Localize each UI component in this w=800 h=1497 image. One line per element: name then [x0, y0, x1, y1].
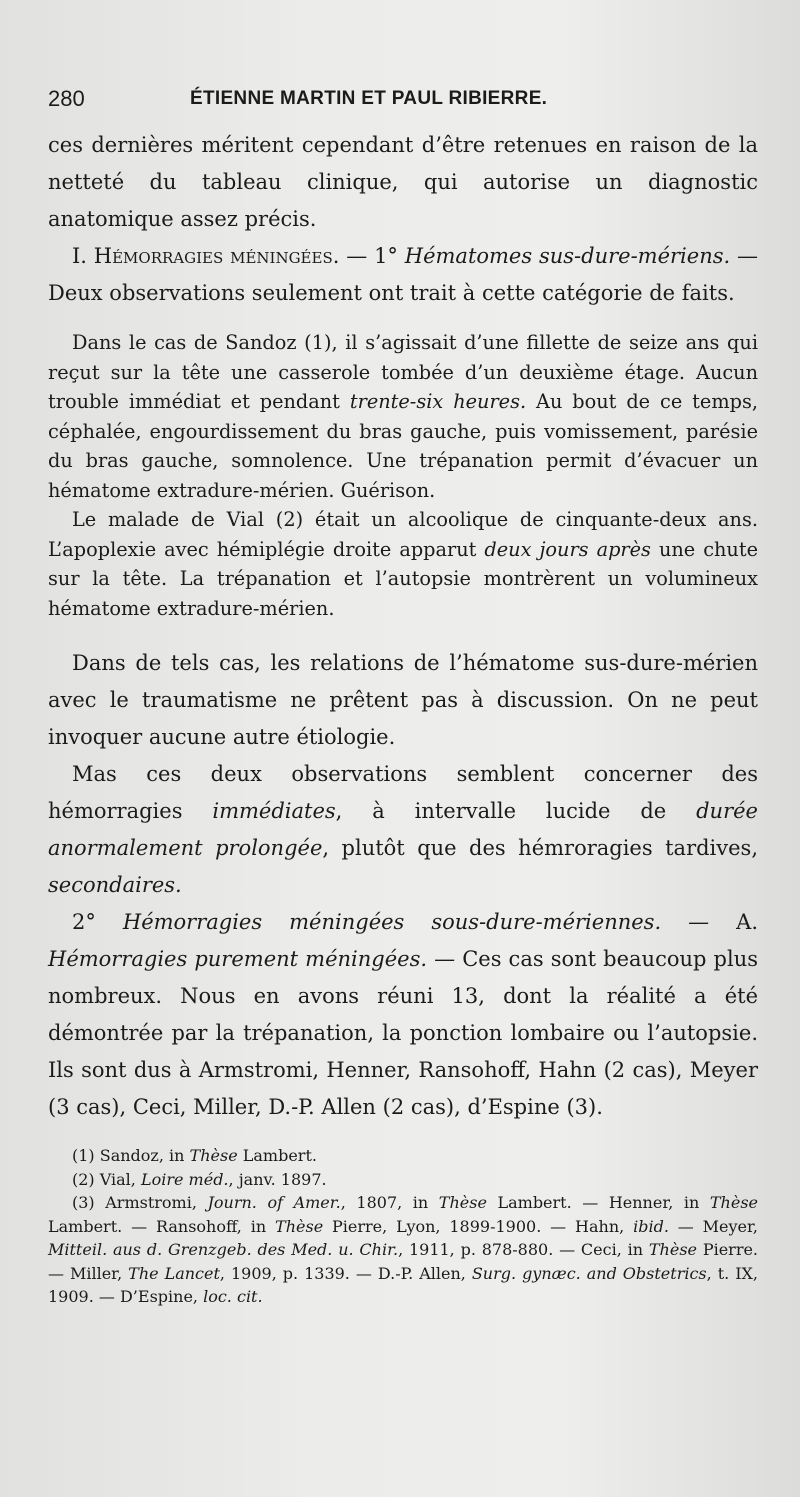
section-heading: Hémorragies méningées.: [93, 244, 340, 268]
page-body: [48, 127, 758, 1309]
running-title: ÉTIENNE MARTIN ET PAUL RIBIERRE.: [190, 88, 548, 109]
case-vial-paragraph: Le malade de Vial (2) était un alcoolique de cinquante-deux ans. L’apoplexie avec hémiplégie droite apparut deux jours après une chute sur la tête. La trépanation et l’autopsie montrèrent un volumineux hématome extradure-mérien.: [48, 508, 758, 620]
subdural-section-paragraph: 2° Hémorragies méningées sous-dure-mériennes. — A. Hémorragies purement méningées. — Ces cas sont beaucoup plus nombreux. Nous en avons réuni 13, dont la réalité a été démontrée par la trépanation, la ponction lombaire ou l’autopsie. Ils sont dus à Armstromi, Henner, Ransohoff, Hahn (2 cas), Meyer (3 cas), Ceci, Miller, D.-P. Allen (2 cas), d’Espine (3).: [48, 910, 758, 1119]
observations-paragraph: Mas ces deux observations semblent concerner des hémorragies immédiates, à intervalle lucide de durée anormalement prolongée, plutôt que des hémroragies tardives, secondaires.: [48, 762, 759, 897]
footnotes: [48, 1144, 758, 1309]
section-heading-paragraph: I. Hémorragies méningées. — 1° Hématomes sus-dure-mériens. — Deux observations seulement ont trait à cette catégorie de faits.: [48, 244, 758, 305]
discussion-paragraph: Dans de tels cas, les relations de l’hématome sus-dure-mérien avec le traumatisme ne prêtent pas à discussion. On ne peut invoquer aucune autre étiologie.: [48, 651, 758, 749]
paragraph-continuation: ces dernières méritent cependant d’être retenues en raison de la netteté du tableau clinique, qui autorise un diagnostic anatomique assez précis.: [48, 133, 758, 231]
case-sandoz-paragraph: Dans le cas de Sandoz (1), il s’agissait d’une fillette de seize ans qui reçut sur la tête une casserole tombée d’un deuxième étage. Aucun trouble immédiat et pendant trente-six heures. Au bout de ce temps, céphalée, engourdissement du bras gauche, puis vomissement, parésie du bras gauche, somnolence. Une trépanation permit d’évacuer un hématome extradure-mérien. Guérison.: [48, 331, 758, 502]
footnote-2: (2) Vial, Loire méd., janv. 1897.: [72, 1169, 327, 1189]
page-header: [48, 86, 760, 120]
subsection-heading: Hématomes sus-dure-mériens.: [404, 244, 731, 268]
footnote-3: (3) Armstromi, Journ. of Amer., 1807, in Thèse Lambert. — Henner, in Thèse Lambert. — Ransohoff, in Thèse Pierre, Lyon, 1899-1900. — Hahn, ibid. — Meyer, Mitteil. aus d. Grenzgeb. des Med. u. Chir., 1911, p. 878-880. — Ceci, in Thèse Pierre. — Miller, The Lancet, 1909, p. 1339. — D.-P. Allen, Surg. gynæc. and Obstetrics, t. IX, 1909. — D’Espine, loc. cit.: [48, 1193, 759, 1306]
footnote-1: (1) Sandoz, in Thèse Lambert.: [72, 1146, 317, 1165]
page-number: 280: [48, 86, 85, 111]
